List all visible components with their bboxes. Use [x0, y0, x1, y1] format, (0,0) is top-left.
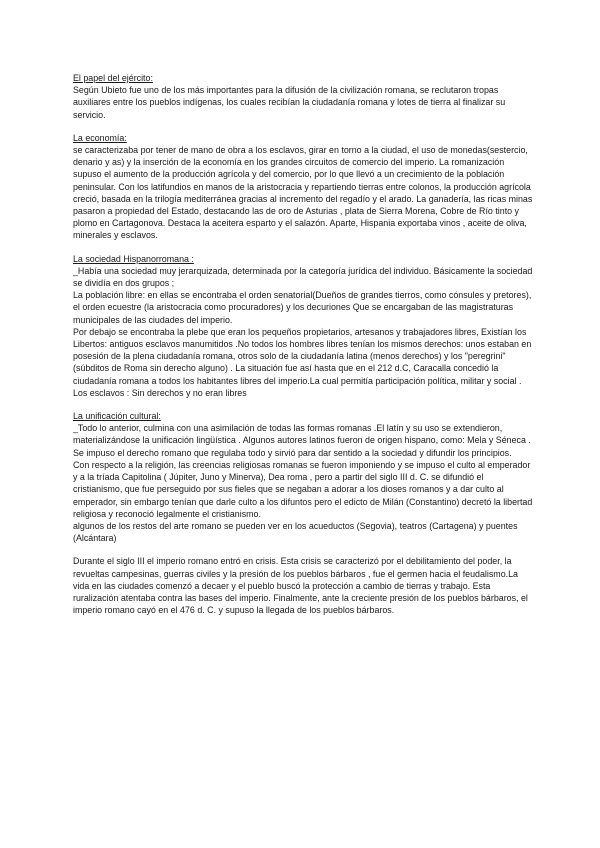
section-society	[73, 253, 533, 399]
section-army	[73, 72, 533, 121]
section-heading: La unificación cultural:	[73, 411, 161, 422]
section-paragraph: Según Ubieto fue uno de los más importantes para la difusión de la civilización romana, se reclutaron tropas auxiliares entre los pueblos indígenas, los cuales recibían la ciudadanía romana y lotes de tierra al finalizar su servicio.	[73, 85, 506, 120]
section-heading: El papel del ejército:	[73, 73, 153, 83]
section-paragraph: _Había una sociedad muy jerarquizada, determinada por la categoría jurídica del individuo. Básicamente la sociedad se dividía en dos grupos ;	[73, 265, 533, 289]
section-paragraph: La población libre: en ellas se encontraba el orden senatorial(Dueños de grandes tierros, como cónsules y pretores), el orden ecuestre (la aristocracia como procuradores) y los decuriones Que se encargaban de las magistraturas municipales de las ciudades del imperio.	[73, 290, 532, 325]
section-paragraph: Con respecto a la religión, las creencias religiosas romanas se fueron imponiendo y se impuso el culto al emperador y a la tríada Capitolina ( Júpiter, Juno y Minerva), Dea roma , pero a partir del siglo III d. C. se difundió el cristianismo, que fue perseguido por sus fieles que se negaban a adorar a los dioses romanos y a dar culto al emperador, sin embargo tenían que darle culto a los difuntos pero el edicto de Milán (Constantino) decretó la libertad religiosa y reconoció legalmente el cristianismo.	[73, 459, 533, 519]
section-heading: La sociedad Hispanorromana :	[73, 253, 194, 264]
document-page	[73, 72, 533, 627]
section-paragraph: Los esclavos : Sin derechos y no eran libres	[73, 387, 247, 398]
section-paragraph: _Todo lo anterior, culmina con una asimilación de todas las formas romanas .El latín y su uso se extendieron, materializándose la unificación lingüística . Algunos autores latinos fueron de origen hispano, como: Mela y Séneca . Se impuso el derecho romano que regulaba todo y sirvió para dar sentido a la sociedad y difundir los principios.	[73, 423, 531, 458]
section-paragraph: Durante el siglo III el imperio romano entró en crisis. Esta crisis se caracterizó por el debilitamiento del poder, la revueltas campesinas, guerras civiles y la presión de los pueblos bárbaros , fue el germen hacia el feudalismo.La vida en las ciudades comenzó a decaer y el pueblo buscó la protección a cambio de tierras y trabajo. Esta ruralización atentaba contra las bases del imperio. Finalmente, ante la creciente presión de los pueblos bárbaros, el imperio romano cayó en el 476 d. C. y supuso la llegada de los pueblos bárbaros.	[73, 556, 528, 616]
section-heading: La economía:	[73, 132, 127, 143]
section-paragraph: se caracterizaba por tener de mano de obra a los esclavos, girar en torno a la ciudad, el uso de monedas(sestercio, denario y as) y la inserción de la economía en los grandes circuitos de comercio del imperio. La romanización supuso el aumento de la producción agrícola y del comercio, por lo que llevó a un crecimiento de la población peninsular. Con los latifundios en manos de la aristocracia y repartiendo tierras entre colonos, la producción agrícola creció, basada en la trilogía mediterránea gracias al incremento del regadío y el arado. La ganadería, las ricas minas pasaron a propiedad del Estado, destacando las de oro de Asturias , plata de Sierra Morena, Cobre de Río tinto y plomo en Cartagonova. Destaca la aceitera esparto y el salazón. Aparte, Hispania exportaba vinos , aceite de oliva, minerales y esclavos.	[73, 145, 533, 241]
section-culture	[73, 410, 533, 544]
section-paragraph: Por debajo se encontraba la plebe que eran los pequeños propietarios, artesanos y trabajadores libres, Existían los Libertos: antiguos esclavos manumitidos .No todos los hombres libres tenían los mismos derechos: unos estaban en posesión de la plena ciudadanía romana, otros solo de la ciudadanía latina (menos derechos) y los "peregrini" (súbditos de Roma sin derecho alguno) . La situación fue así hasta que en el 212 d.C, Caracalla concedió la ciudadanía romana a todos los habitantes libres del imperio.La cual permitía participación política, militar y social .	[73, 326, 532, 386]
section-paragraph: algunos de los restos del arte romano se pueden ver en los acueductos (Segovia), teatros (Cartagena) y puentes (Alcántara)	[73, 520, 518, 544]
section-crisis	[73, 555, 533, 616]
section-economy	[73, 132, 533, 242]
